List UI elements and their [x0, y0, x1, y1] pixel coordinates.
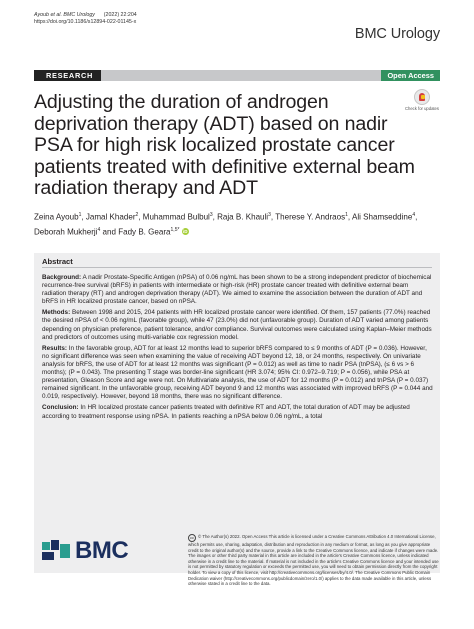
- author-affiliation-ref: 2: [135, 212, 139, 218]
- check-for-updates-button[interactable]: [404, 89, 440, 121]
- article-type-label: RESEARCH: [34, 70, 101, 81]
- bmc-logo: [42, 537, 128, 565]
- section-text: Between 1998 and 2015, 204 patients with HR localized prostate cancer were identified. Of them, 157 patients (77.0%) reached the desired nPSA of < 0.06 ng/mL (favorable group), while 47 (23.0%) did not (unfavorable group). Duration of ADT varied among patients depending on physician preference, patient tolerance, and/or compliance. Survival outcomes were calculated using Kaplan–Meier methods and predictors of outcomes using multi-variable cox regression model.: [42, 309, 432, 341]
- section-text: In HR localized prostate cancer patients treated with definitive RT and ADT, the total duration of ADT may be adjusted according to treatment response using nPSA. In patients reaching a nPSA below 0.06 ng/mL, a total: [42, 404, 410, 420]
- author-name: Deborah Mukherji: [34, 227, 98, 237]
- author-name: , Raja B. Khauli: [212, 212, 269, 222]
- section-text: A nadir Prostate-Specific Antigen (nPSA) of 0.06 ng/mL has been shown to be a strong independent predictor of biochemical recurrence-free survival (bRFS) in patients with intermediate or high-risk (HR) prostate cancer treated with definitive external beam radiation therapy (RT) and androgen deprivation therapy (ADT). We aimed to examine the association between the duration of ADT and bRFS in HR localized prostate cancer, based on nPSA.: [42, 274, 432, 306]
- bmc-mark-icon: [42, 540, 72, 562]
- author-list: Zeina Ayoub$^1$, Jamal Khader$^2$, Muhammad Bulbul$^3$, Raja B. Khauli$^3$, Therese Y. Andraos$^1$, Ali Shamseddine$^4$, Deborah Mukherji$^4$ and Fady B. Geara$^{1,5*}$ iD: [34, 212, 418, 237]
- author-name: , Jamal Khader: [81, 212, 136, 222]
- section-label: Methods:: [42, 309, 71, 317]
- author-name: , Muhammad Bulbul: [138, 212, 210, 222]
- author-affiliation-ref: 1: [345, 212, 348, 218]
- license-body: © The Author(s) 2022. Open Access This article is licensed under a Creative Commons Attribution 4.0 International License, which permits use, sharing, adaptation, distribution and reproduction in any medium or format, as long as you give appropriate credit to the original author(s) and the source, provide a link to the Creative Commons licence, and indicate if changes were made. The images or other third party material in this article are included in the article's Creative Commons licence, unless indicated otherwise in a credit line to the material. If material is not included in the article's Creative Commons licence and your intended use is not permitted by statutory regulation or exceeds the permitted use, you will need to obtain permission directly from the copyright holder. To view a copy of this licence, visit http://creativecommons.org/licenses/by/4.0/. The Creative Commons Public Domain Dedication waiver (http://creativecommons.org/publicdomain/zero/1.0/) applies to the data made available in this article, unless otherwise stated in a credit line to the data.: [188, 534, 439, 587]
- doi-link[interactable]: https://doi.org/10.1186/s12894-022-01145-x: [34, 19, 137, 26]
- abstract-methods: [42, 309, 434, 341]
- author-affiliation-ref: 1,5*: [170, 226, 180, 233]
- abstract-heading: Abstract: [42, 257, 73, 266]
- article-type-band: [34, 70, 440, 81]
- author-affiliation-ref: 3: [209, 212, 213, 218]
- creative-commons-icon: cc: [190, 535, 194, 540]
- check-updates-label: Check for updates: [405, 106, 439, 111]
- section-label: Background:: [42, 274, 82, 281]
- citation-volume: (2022) 22:204: [103, 12, 137, 18]
- abstract-results: [42, 345, 434, 402]
- orcid-icon[interactable]: iD: [182, 229, 188, 235]
- section-label: Results:: [42, 344, 68, 352]
- author-name: , Therese Y. Andraos: [270, 212, 346, 222]
- abstract-background: [42, 274, 434, 306]
- bmc-logo-text: BMC: [75, 537, 129, 564]
- article-title: Adjusting the duration of androgen deprivation therapy (ADT) based on nadir PSA for high risk localized prostate cancer patients treated with definitive external beam radiation therapy and ADT: [34, 91, 415, 199]
- section-label: Conclusion:: [42, 404, 79, 412]
- author-affiliation-ref: 4: [97, 226, 101, 233]
- check-updates-icon: [414, 89, 430, 105]
- citation-header: [34, 12, 137, 26]
- author-name: Zeina Ayoub: [34, 212, 79, 222]
- author-name: and Fady B. Geara: [100, 227, 171, 237]
- journal-name: BMC Urology: [354, 26, 440, 42]
- author-affiliation-ref: 1: [78, 212, 82, 218]
- license-text: [188, 534, 440, 587]
- author-name: , Ali Shamseddine: [347, 212, 413, 222]
- citation-journal: BMC Urology: [63, 12, 95, 18]
- abstract-box: [34, 253, 440, 573]
- abstract-body: [42, 274, 434, 424]
- abstract-divider: [42, 267, 432, 268]
- open-access-badge: Open Access: [381, 70, 440, 81]
- author-affiliation-ref: 3: [268, 212, 271, 218]
- section-text: In the favorable group, ADT for at least 12 months lead to superior bRFS compared to ≤ 9 months of ADT (P = 0.036). However, no significant difference was seen when examining the value of receiving ADT beyond 12, 18, or 24 months, respectively. On univariate analysis for bRFS, the use of ADT for at least 12 months was significant (P = 0.012) as well as time to nadir PSA (tnPSA), (≤ 6 vs > 6 months); (P = 0.043). The presenting T stage was border-line significant (HR 3.074; 95% CI: 0.972–9.719; P = 0.056), while PSA at presentation, Gleason Score and age were not. On Multivariate analysis, the use of ADT for 12 months (P = 0.012) and tnPSA (P = 0.037) remained significant. In the unfavorable group, receiving ADT beyond 9 and 12 months was associated with improved bRFS (P = 0.044 and 0.019, respectively). However, beyond 18 months, there was no significant difference.: [42, 344, 433, 401]
- citation-authors: Ayoub et al.: [34, 12, 62, 18]
- author-affiliation-ref: 4: [412, 212, 416, 218]
- abstract-conclusion: [42, 404, 434, 420]
